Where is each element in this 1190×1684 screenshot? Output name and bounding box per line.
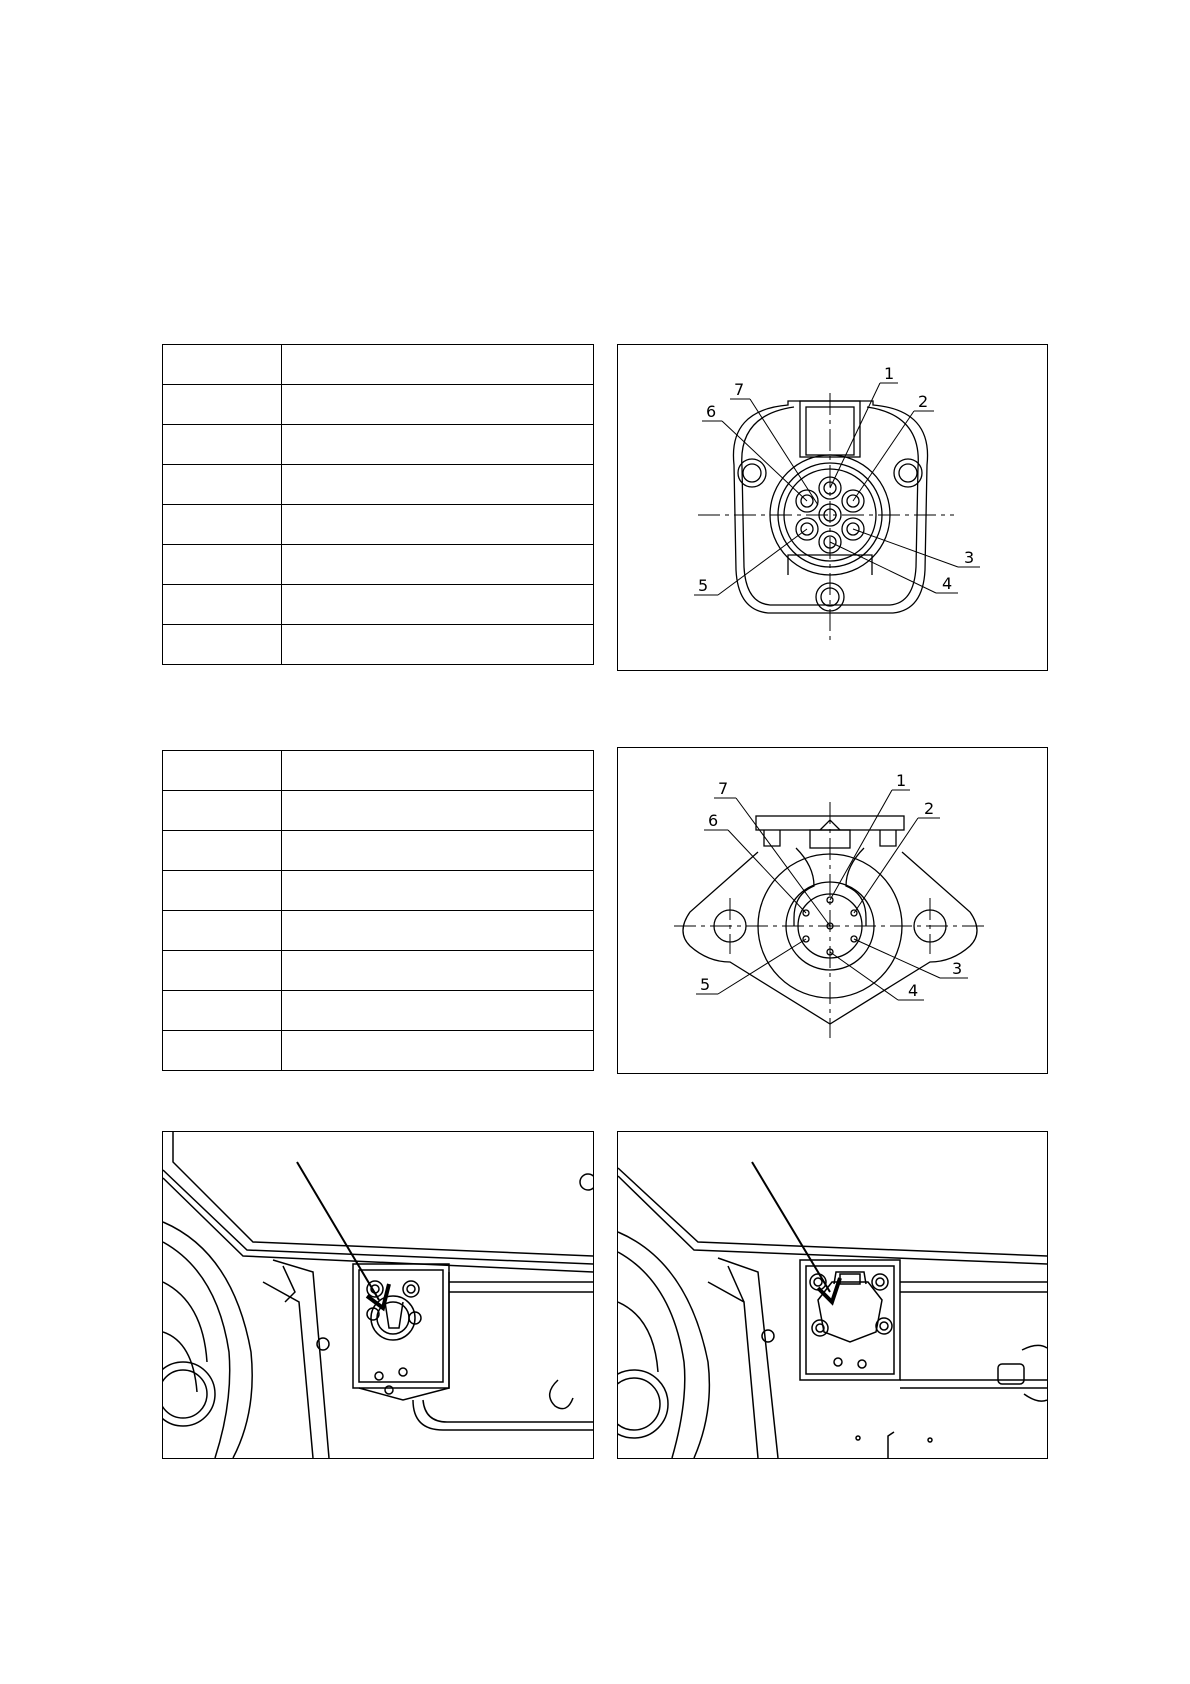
pin-table-top-cell [282,505,594,545]
socket-cover-open-illustration [618,1132,1047,1458]
pin-table-bottom-cell [282,911,594,951]
callout-5: 5 [698,576,709,595]
pin-table-bottom-cell [282,991,594,1031]
callout-6: 6 [708,811,719,830]
pin-table-bottom-cell [282,751,594,791]
pin-table-bottom-row [163,1031,594,1071]
socket-cover-closed-illustration [163,1132,593,1458]
socket-front-diagram [617,344,1048,671]
pin-table-top-cell [163,465,282,505]
callout-5: 5 [700,975,711,994]
callout-1: 1 [884,364,895,383]
pin-table-bottom-cell [163,991,282,1031]
pin-table-top-row [163,585,594,625]
installation-illustration-closed [162,1131,594,1459]
pin-table-bottom-cell [163,951,282,991]
pin-table-bottom-cell [163,791,282,831]
pin-table-bottom-cell [282,831,594,871]
pin-table-bottom-cell [163,1031,282,1071]
callout-2: 2 [924,799,935,818]
pin-table-bottom-cell [163,911,282,951]
pin-table-top-cell [163,625,282,665]
pin-table-top-cell [282,585,594,625]
pin-table-bottom-row [163,951,594,991]
pin-table-top-cell [163,345,282,385]
pin-table-top-row [163,545,594,585]
pin-table-bottom-row [163,791,594,831]
pin-table-top-cell [163,545,282,585]
pin-table-top-cell [282,545,594,585]
pin-table-top-cell [163,385,282,425]
pin-table-top-cell [163,425,282,465]
callout-1: 1 [896,771,907,790]
pin-table-bottom-cell [282,1031,594,1071]
pin-table-bottom-cell [282,951,594,991]
installation-illustration-open [617,1131,1048,1459]
callout-3: 3 [964,548,975,567]
pin-table-top-cell [282,625,594,665]
pin-table-top-cell [163,505,282,545]
pin-table-top-row [163,345,594,385]
pin-table-bottom-cell [163,871,282,911]
pin-table-bottom-row [163,871,594,911]
pin-table-top-row [163,625,594,665]
socket-rear-diagram [617,747,1048,1074]
pin-table-bottom-cell [282,791,594,831]
pin-table-bottom-cell [163,831,282,871]
callout-4: 4 [908,981,919,1000]
socket-front-drawing [618,345,1047,670]
socket-rear-drawing [618,748,1047,1073]
callout-3: 3 [952,959,963,978]
callout-4: 4 [942,574,953,593]
pin-table-top-cell [282,465,594,505]
pin-table-top-row [163,465,594,505]
pin-table-top-cell [282,425,594,465]
callout-7: 7 [734,380,745,399]
pin-table-top-row [163,425,594,465]
callout-6: 6 [706,402,717,421]
pin-table-top-cell [282,345,594,385]
pin-table-bottom-row [163,831,594,871]
pin-table-bottom-cell [282,871,594,911]
pin-table-top-row [163,385,594,425]
pin-table-bottom [162,750,594,1071]
pin-table-top-cell [163,585,282,625]
pin-table-top-cell [282,385,594,425]
pin-table-bottom-row [163,991,594,1031]
pin-table-top [162,344,594,665]
pin-table-bottom-cell [163,751,282,791]
pin-table-bottom-row [163,911,594,951]
pin-table-bottom-row [163,751,594,791]
callout-2: 2 [918,392,929,411]
callout-7: 7 [718,779,729,798]
pin-table-top-row [163,505,594,545]
